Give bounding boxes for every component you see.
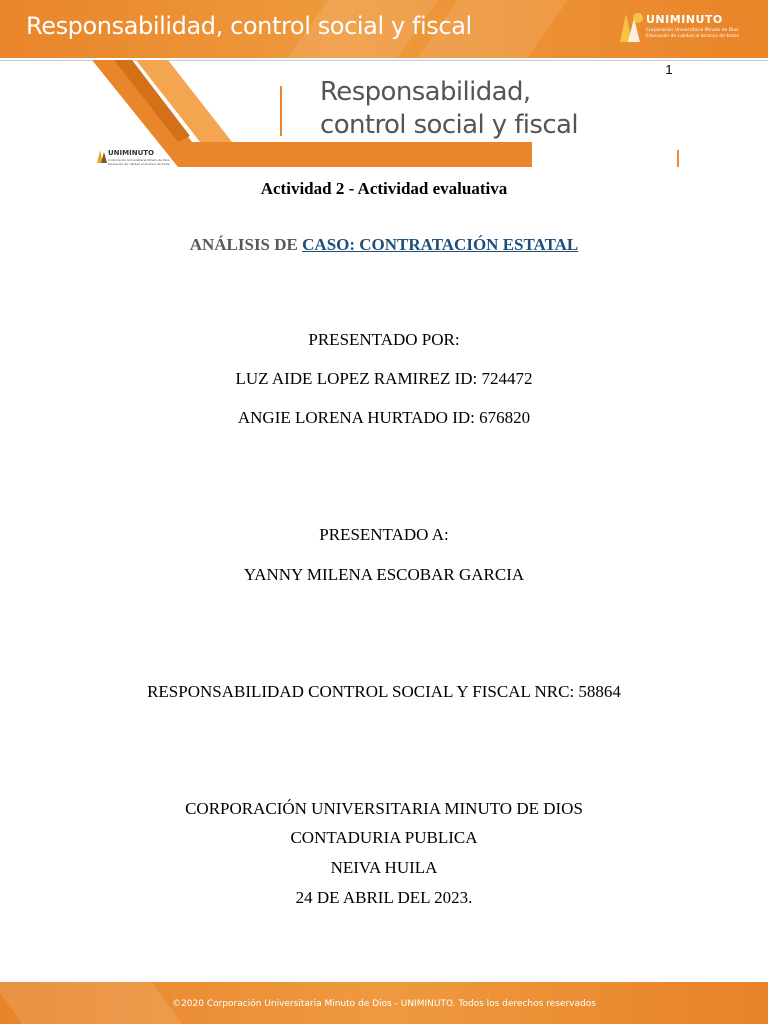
header-graphic-title bbox=[320, 76, 578, 142]
uniminuto-logo-icon bbox=[616, 10, 646, 44]
uniminuto-small-logo-icon bbox=[96, 148, 108, 164]
teacher-name: YANNY MILENA ESCOBAR GARCIA bbox=[243, 565, 525, 584]
header-graphic-title-line1: Responsabilidad, bbox=[320, 77, 531, 107]
header-accent-mark bbox=[677, 150, 679, 167]
city-name: NEIVA HUILA bbox=[330, 858, 438, 877]
footer-banner bbox=[0, 982, 768, 1024]
logo-subtitle-line1: Corporación Universitaria Minuto de Dios bbox=[646, 28, 739, 33]
case-subtitle-prefix: ANÁLISIS DE bbox=[189, 235, 298, 254]
activity-title: Actividad 2 - Actividad evaluativa bbox=[260, 179, 508, 198]
document-date: 24 DE ABRIL DEL 2023. bbox=[295, 888, 473, 907]
logo-name: UNIMINUTO bbox=[646, 13, 723, 26]
case-subtitle-link[interactable]: CASO: CONTRATACIÓN ESTATAL bbox=[302, 235, 579, 254]
logo-subtitle-line2: Educación de calidad al alcance de todos bbox=[646, 34, 739, 39]
author-2: ANGIE LORENA HURTADO ID: 676820 bbox=[237, 408, 531, 427]
header-graphic-logo-sub1: Corporación Universitaria Minuto de Dios bbox=[108, 158, 170, 162]
presented-by-label: PRESENTADO POR: bbox=[308, 330, 460, 349]
banner-title: Responsabilidad, control social y fiscal bbox=[26, 12, 472, 40]
header-graphic-title-line2: control social y fiscal bbox=[320, 110, 579, 140]
header-graphic-logo-sub2: Educación de calidad al alcance de todos bbox=[108, 162, 170, 166]
author-1: LUZ AIDE LOPEZ RAMIREZ ID: 724472 bbox=[235, 369, 533, 388]
top-banner bbox=[0, 0, 768, 58]
page-number: 1 bbox=[665, 62, 673, 77]
program-name: CONTADURIA PUBLICA bbox=[290, 828, 478, 847]
uniminuto-logo bbox=[616, 10, 740, 46]
logo-subtitle bbox=[646, 28, 740, 40]
presented-to-label: PRESENTADO A: bbox=[319, 525, 449, 544]
header-graphic-logo bbox=[96, 148, 170, 168]
header-graphic-logo-name: UNIMINUTO bbox=[108, 149, 154, 157]
header-graphic-logo-subtitle bbox=[108, 158, 170, 166]
footer-copyright: ©2020 Corporación Universitaria Minuto de Dios - UNIMINUTO. Todos los derechos reservados bbox=[172, 999, 596, 1009]
case-subtitle bbox=[0, 235, 768, 255]
header-graphic bbox=[92, 60, 579, 168]
institution-name: CORPORACIÓN UNIVERSITARIA MINUTO DE DIOS bbox=[185, 799, 583, 818]
course-name: RESPONSABILIDAD CONTROL SOCIAL Y FISCAL NRC: 58864 bbox=[147, 682, 621, 701]
